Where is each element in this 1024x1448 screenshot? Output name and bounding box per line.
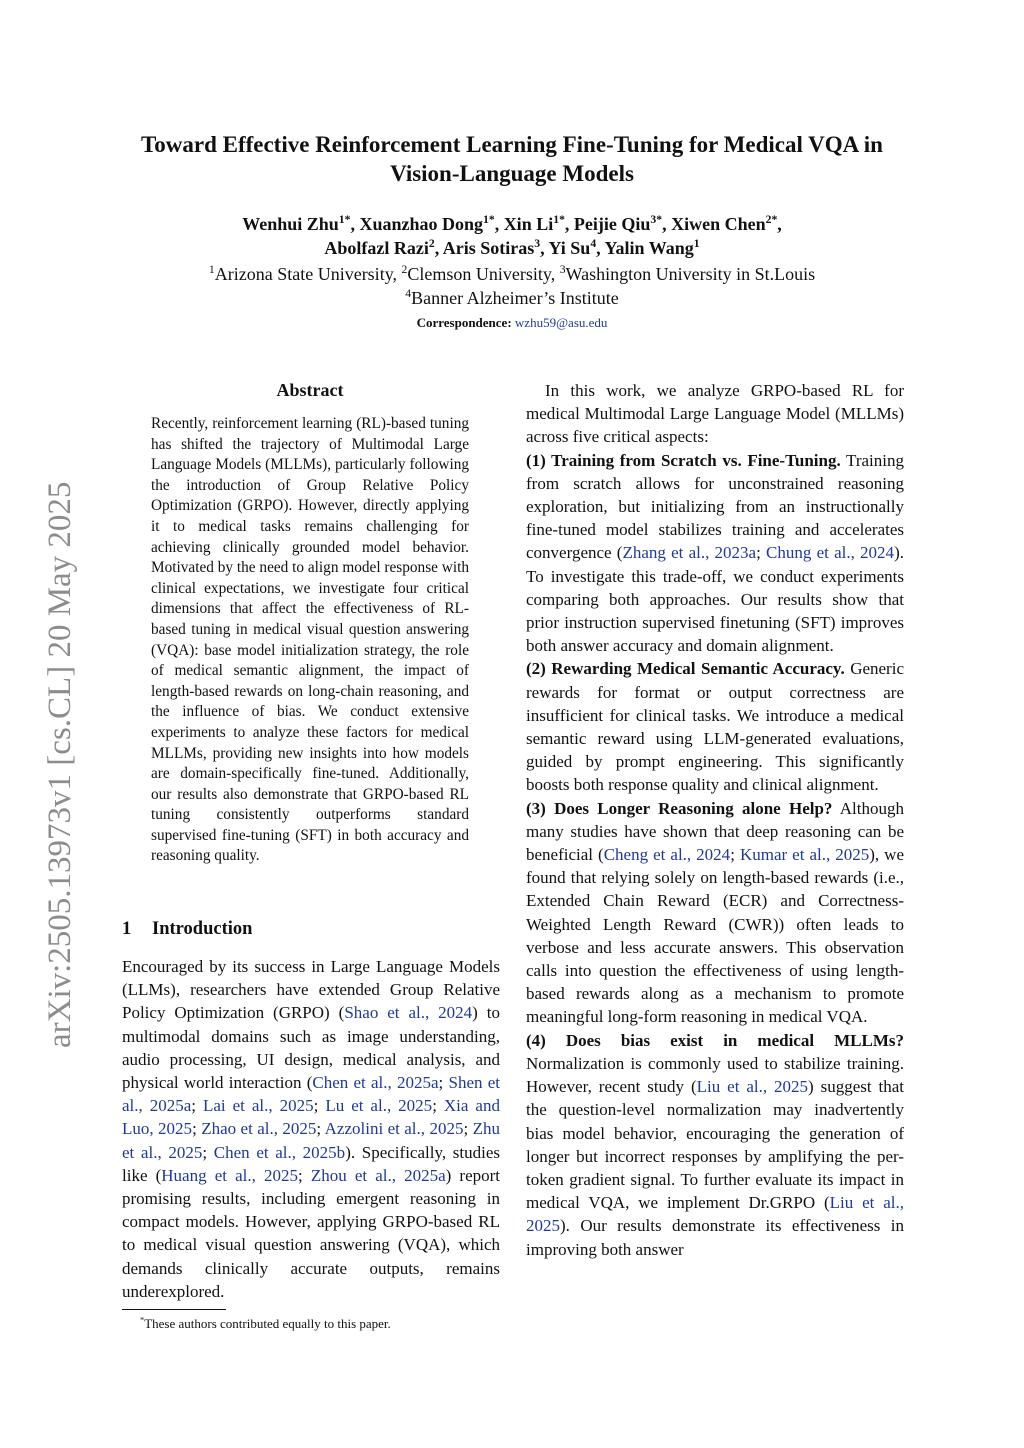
citation-link[interactable]: Zhou et al., 2025a [310, 1165, 446, 1185]
citation-link[interactable]: Chung et al., 2024 [766, 543, 895, 563]
title-line-1: Toward Effective Reinforcement Learning Fine-Tuning for Medical VQA in [141, 132, 883, 157]
footnote-text: These authors contributed equally to this paper. [144, 1316, 391, 1331]
author-name: Xiwen Chen [671, 214, 766, 234]
affiliation: Washington University in St.Louis [565, 264, 816, 284]
author-name: Xin Li [503, 214, 554, 234]
citation-link[interactable]: Shao et al., 2024 [344, 1003, 473, 1023]
affil-mark: 2 [401, 263, 408, 276]
affiliation: Arizona State University, [214, 264, 398, 284]
author-name: Peijie Qiu [573, 214, 651, 234]
aspect-heading: (2) Rewarding Medical Semantic Accuracy. [526, 659, 845, 679]
arxiv-identifier: arXiv:2505.13973v1 [cs.CL] 20 May 2025 [42, 481, 78, 1048]
text-run: ) suggest that the question-level normalization may inadvertently bias model behavior, encouraging the generation of longer but incorrect responses by amplifying the per-token gradient signal. To further evaluate its impact in medical VQA, we implement Dr.GRPO ( [526, 1077, 904, 1213]
text-run: Training from scratch allows for unconstrained reasoning exploration, but initializing from an instructionally fine-tuned model stabilizes training and accelerates convergence ( [526, 450, 904, 563]
paper-title [100, 130, 924, 188]
section-title: Introduction [152, 919, 253, 939]
affil-mark: 1 [208, 263, 215, 276]
author-affil-mark: 1* [483, 213, 495, 226]
citation-link[interactable]: Chen et al., 2025b [213, 1142, 346, 1162]
intro-paragraph: Encouraged by its success in Large Language Models (LLMs), researchers have extended Group Relative Policy Optimization (GRPO) (Shao et al., 2024) to multimodal domains such as image understanding, audio processing, UI design, medical analysis, and physical world interaction (Chen et al., 2025a; Shen et al., 2025a; Lai et al., 2025; Lu et al., 2025; Xia and Luo, 2025; Zhao et al., 2025; Azzolini et al., 2025; Zhu et al., 2025; Chen et al., 2025b). Specifically, studies like (Huang et al., 2025; Zhou et al., 2025a) report promising results, including emergent reasoning in compact models. However, applying GRPO-based RL to medical visual question answering (VQA), which demands clinically accurate outputs, remains underexplored. [122, 957, 501, 1301]
citation-link[interactable]: Liu et al., 2025 [526, 1193, 904, 1236]
citation-link[interactable]: Zhao et al., 2025 [201, 1119, 317, 1139]
affil-mark: 3 [559, 263, 566, 276]
author-affil-mark: 3* [650, 213, 663, 226]
text-run: Although many studies have shown that deep reasoning can be beneficial ( [526, 798, 904, 865]
author-affil-mark: 1 [693, 237, 700, 250]
text-run: ). To investigate this trade-off, we conduct experiments comparing both approaches. Our results show that prior instruction supervised finetuning (SFT) improves both answer accuracy and domain alignment. [526, 543, 904, 656]
citation-link[interactable]: Azzolini et al., 2025 [324, 1119, 464, 1139]
citation-link[interactable]: Cheng et al., 2024 [603, 845, 731, 865]
citation-link[interactable]: Lai et al., 2025 [203, 1096, 314, 1116]
right-lead-paragraph: In this work, we analyze GRPO-based RL for medical Multimodal Large Language Model (MLLMs) across five critical aspects: [526, 381, 904, 447]
author-affil-mark: 2 [428, 237, 435, 250]
citation-link[interactable]: Shen et al., 2025a [122, 1073, 500, 1116]
author-affil-mark: 1* [338, 213, 351, 226]
aspect-item-1: (1) Training from Scratch vs. Fine-Tuning. Training from scratch allows for unconstrained reasoning exploration, but initializing from an instructionally fine-tuned model stabilizes training and accelerates convergence (Zhang et al., 2023a; Chung et al., 2024). To investigate this trade-off, we conduct experiments comparing both approaches. Our results show that prior instruction supervised finetuning (SFT) improves both answer accuracy and domain alignment. [526, 450, 904, 656]
correspondence-label: Correspondence: [416, 315, 512, 330]
citation-link[interactable]: Chen et al., 2025a [312, 1073, 439, 1093]
citation-link[interactable]: Huang et al., 2025 [161, 1165, 298, 1185]
author-affil-mark: 3 [534, 237, 541, 250]
section-heading-introduction [122, 917, 502, 941]
footnote [140, 1315, 520, 1333]
correspondence [100, 314, 924, 332]
author-name: Aris Sotiras [442, 238, 535, 258]
text-run: ) report promising results, including emergent reasoning in compact models. However, applying GRPO-based RL to medical visual question answering (VQA), which demands clinically accurate outputs, remains underexplored. [122, 1165, 501, 1301]
text-run: ). Our results demonstrate its effectiveness in improving both answer [526, 1216, 904, 1259]
author-name: Wenhui Zhu [242, 214, 339, 234]
citation-link[interactable]: Liu et al., 2025 [696, 1077, 809, 1097]
footnote-rule [122, 1309, 226, 1310]
affil-mark: 4 [405, 287, 412, 300]
citation-link[interactable]: Lu et al., 2025 [325, 1096, 433, 1116]
aspect-item-4 [526, 1029, 904, 1261]
text-run: ), we found that relying solely on length-based rewards (i.e., Extended Chain Reward (ECR) and Correctness-Weighted Length Reward (CWR)) often leads to verbose and less accurate answers. This observation calls into question the effectiveness of using length-based rewards along as a mechanism to promote meaningful long-form reasoning in medical VQA. [526, 845, 905, 1027]
citation-link[interactable]: Zhang et al., 2023a [622, 543, 757, 563]
aspect-heading: (1) Training from Scratch vs. Fine-Tuning. [526, 450, 841, 470]
affiliation: Clemson University, [407, 264, 556, 284]
text-run: ). Specifically, studies like ( [122, 1142, 500, 1185]
affiliations [100, 262, 924, 310]
text-run: Generic rewards for format or output correctness are insufficient for clinical tasks. We introduce a medical semantic reward using LLM-generated evaluations, guided by prompt engineering. This significantly boosts both response quality and clinical alignment. [526, 659, 904, 795]
author-affil-mark: 2* [765, 213, 778, 226]
section-number: 1 [122, 919, 132, 939]
footnote-mark: * [140, 1314, 145, 1325]
right-column [526, 379, 904, 1261]
author-name: Xuanzhao Dong [359, 214, 483, 234]
abstract-text: Recently, reinforcement learning (RL)-based tuning has shifted the trajectory of Multimodal Large Language Models (MLLMs), particularly following the introduction of Group Relative Policy Optimization (GRPO). However, directly applying it to medical tasks remains challenging for achieving clinically grounded model behavior. Motivated by the need to align model response with clinical expectations, we investigate four critical dimensions that affect the effectiveness of RL-based tuning in medical visual question answering (VQA): base model initialization strategy, the role of medical semantic alignment, the impact of length-based rewards on long-chain reasoning, and the influence of bias. We conduct extensive experiments to analyze these factors for medical MLLMs, providing new insights into how models are domain-specifically fine-tuned. Additionally, our results also demonstrate that GRPO-based RL tuning consistently outperforms standard supervised fine-tuning (SFT) in both accuracy and reasoning quality. [151, 415, 469, 865]
aspect-item-2 [526, 657, 904, 796]
author-name: Yalin Wang [604, 238, 694, 258]
citation-link[interactable]: Xia and Luo, 2025 [122, 1096, 500, 1139]
aspect-item-3: (3) Does Longer Reasoning alone Help? Although many studies have shown that deep reasoning can be beneficial (Cheng et al., 2024; Kumar et al., 2025), we found that relying solely on length-based rewards (i.e., Extended Chain Reward (ECR) and Correctness-Weighted Length Reward (CWR)) often leads to verbose and less accurate answers. This observation calls into question the effectiveness of using length-based rewards along as a mechanism to promote meaningful long-form reasoning in medical VQA. [526, 798, 905, 1027]
author-name: Abolfazl Razi [324, 238, 429, 258]
text-run: ) to multimodal domains such as image understanding, audio processing, UI design, medical analysis, and physical world interaction ( [122, 1003, 500, 1093]
author-affil-mark: 4 [590, 237, 597, 250]
text-run: Encouraged by its success in Large Language Models (LLMs), researchers have extended Group Relative Policy Optimization (GRPO) ( [122, 957, 500, 1023]
abstract-heading: Abstract [276, 380, 344, 400]
affiliation: Banner Alzheimer’s Institute [411, 288, 619, 308]
aspect-heading: (3) Does Longer Reasoning alone Help? [526, 798, 833, 818]
author-affil-mark: 1* [553, 213, 565, 226]
citation-link[interactable]: Kumar et al., 2025 [739, 845, 870, 865]
aspect-heading: (4) Does bias exist in medical MLLMs? [526, 1030, 904, 1050]
text-run: Normalization is commonly used to stabilize training. However, recent study ( [526, 1053, 904, 1097]
email-link[interactable]: wzhu59@asu.edu [514, 315, 608, 330]
title-line-2: Vision-Language Models [390, 161, 634, 186]
citation-link[interactable]: Zhu et al., 2025 [122, 1119, 500, 1162]
author-list: Wenhui Zhu$^{1*}$, Xuanzhao Dong$^{1*}$, Xin $Li^{1*}$, Peijie Qiu$^{3*}$, Xiwen Chen$^{2*}$, Abolfazl Razi$^2$, Aris Sotiras$^3$, Yi Su$^4$, Yalin Wang$^1$ [242, 213, 782, 258]
author-name: Yi Su [548, 238, 591, 258]
